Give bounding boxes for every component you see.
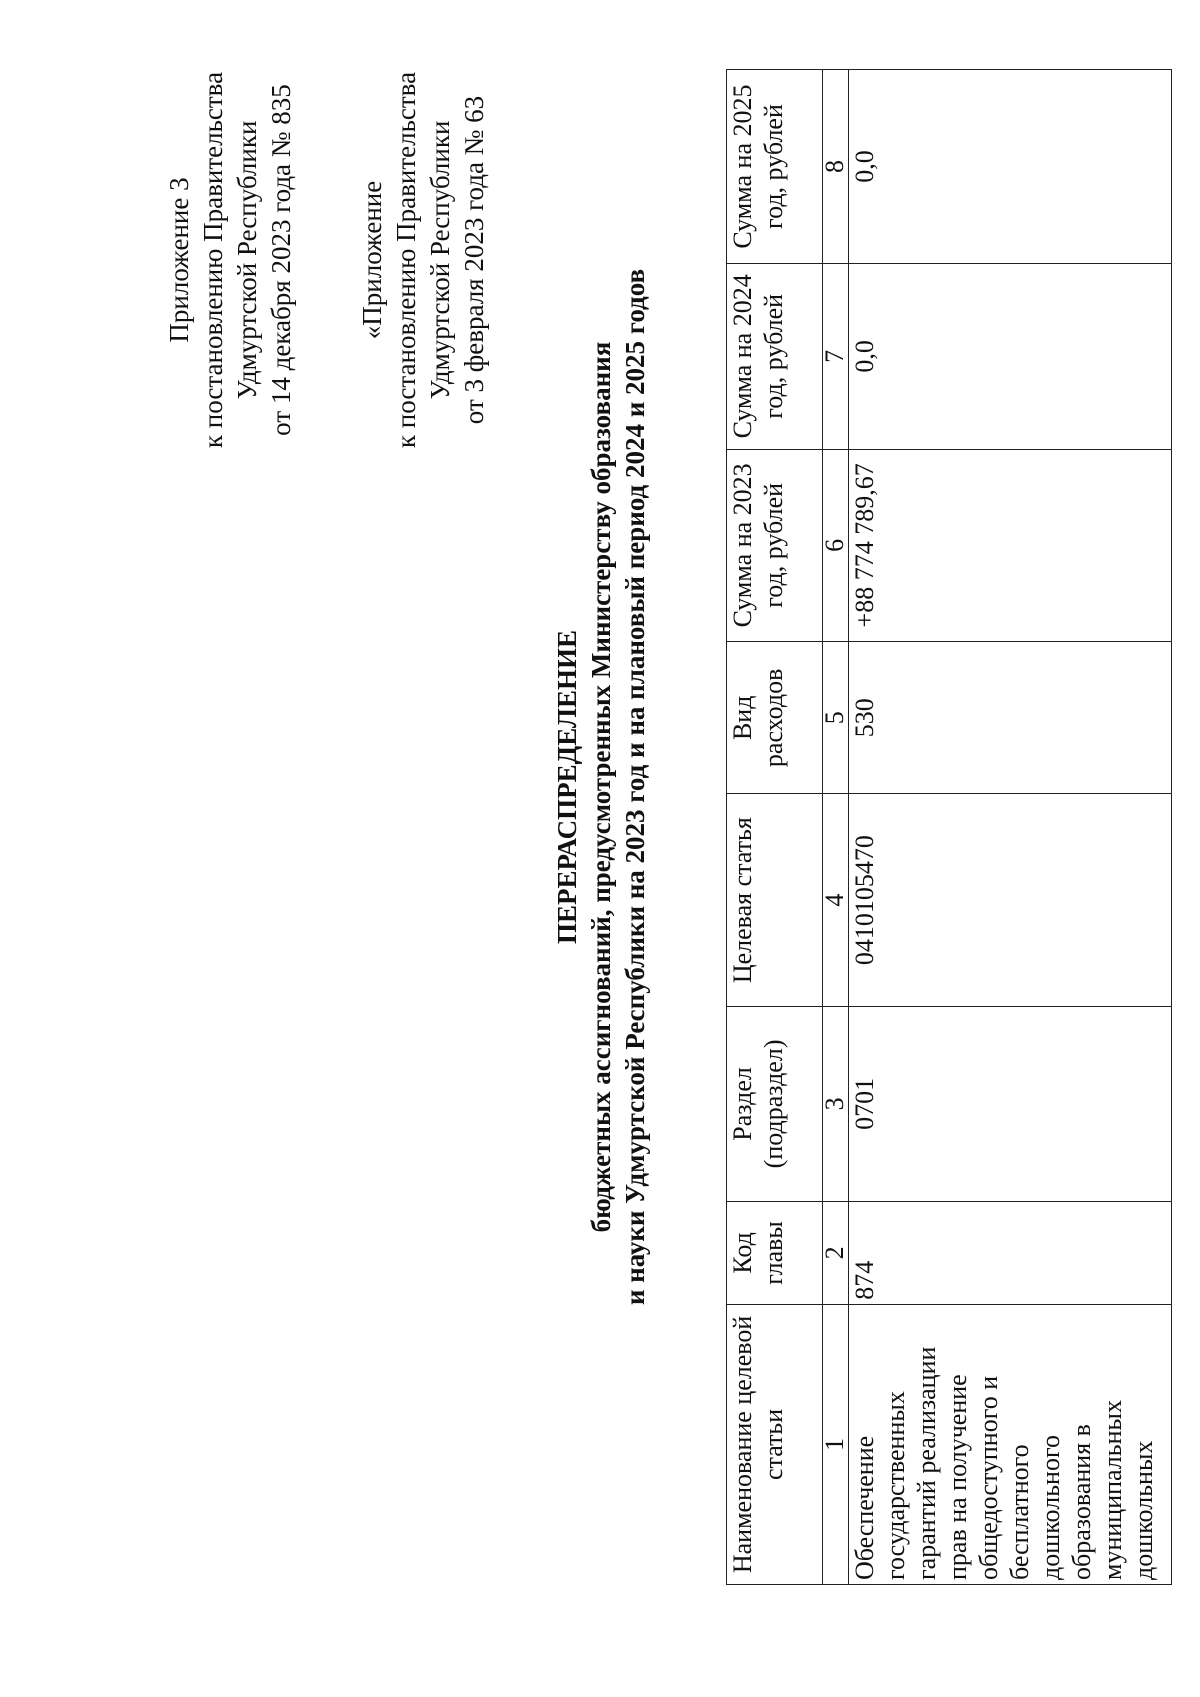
appendix-new-header bbox=[162, 40, 298, 480]
column-number: 1 bbox=[823, 1304, 849, 1584]
cell-sum-2025: 0,0 bbox=[849, 70, 1172, 264]
cell-name: Обеспечение государственных гарантий реализации прав на получение общедоступного и бесплатного дошкольного образования в муниципальных дошкольных bbox=[849, 1304, 1172, 1584]
appendix-old-line3: Удмуртской Республики bbox=[425, 120, 455, 400]
cell-expense: 530 bbox=[849, 642, 1172, 794]
cell-section: 0701 bbox=[849, 1006, 1172, 1201]
column-number: 5 bbox=[823, 642, 849, 794]
title-line3: и науки Удмуртской Республики на 2023 год и на плановый период 2024 и 2025 годов bbox=[620, 268, 650, 1306]
header-section: Раздел (подраздел) bbox=[727, 1006, 823, 1201]
cell-target: 0410105470 bbox=[849, 794, 1172, 1006]
header-target: Целевая статья bbox=[727, 794, 823, 1006]
appendix-new-line4: от 14 декабря 2023 года № 835 bbox=[266, 84, 296, 436]
cell-sum-2023: +88 774 789,67 bbox=[849, 449, 1172, 642]
appendix-new-line3: Удмуртской Республики bbox=[232, 120, 262, 400]
header-expense: Вид расходов bbox=[727, 642, 823, 794]
appendix-old-line1: «Приложение bbox=[357, 180, 387, 340]
header-sum-2023: Сумма на 2023 год, рублей bbox=[727, 449, 823, 642]
table-number-row bbox=[823, 70, 849, 1585]
column-number: 4 bbox=[823, 794, 849, 1006]
column-number: 2 bbox=[823, 1201, 849, 1304]
appendix-old-header bbox=[355, 40, 491, 480]
appendix-new-line2: к постановлению Правительства bbox=[198, 71, 228, 449]
document-title bbox=[550, 0, 652, 1577]
header-sum-2024: Сумма на 2024 год, рублей bbox=[727, 264, 823, 450]
column-number: 3 bbox=[823, 1006, 849, 1201]
appendix-old-line4: от 3 февраля 2023 года № 63 bbox=[459, 95, 489, 425]
cell-sum-2024: 0,0 bbox=[849, 264, 1172, 450]
table-header-row bbox=[727, 70, 823, 1585]
header-sum-2025: Сумма на 2025 год, рублей bbox=[727, 70, 823, 264]
allocation-table bbox=[726, 69, 1172, 1585]
column-number: 8 bbox=[823, 70, 849, 264]
header-code: Код главы bbox=[727, 1201, 823, 1304]
table-row bbox=[849, 70, 1172, 1585]
appendix-new-line1: Приложение 3 bbox=[164, 177, 194, 343]
column-number: 7 bbox=[823, 264, 849, 450]
header-name: Наименование целевой статьи bbox=[727, 1304, 823, 1584]
appendix-old-line2: к постановлению Правительства bbox=[391, 71, 421, 449]
title-line1: ПЕРЕРАСПРЕДЕЛЕНИЕ bbox=[552, 629, 582, 945]
cell-code: 874 bbox=[849, 1201, 1172, 1304]
column-number: 6 bbox=[823, 449, 849, 642]
title-line2: бюджетных ассигнований, предусмотренных Министерству образования bbox=[586, 341, 616, 1233]
